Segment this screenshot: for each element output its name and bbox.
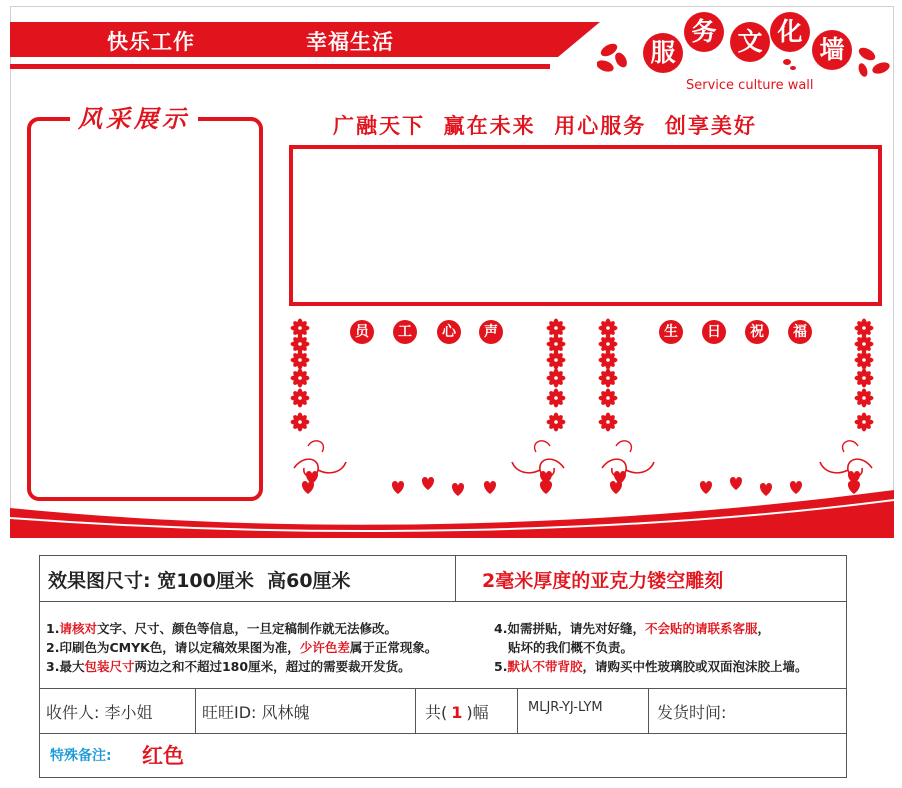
- ship-time: 发货时间:: [657, 703, 727, 722]
- note-1: 1.请核对文字、尺寸、颜色等信息，一旦定稿制作就无法修改。: [46, 621, 397, 636]
- slogan-happy-work: 快乐工作: [107, 30, 195, 54]
- voice-label-4: 声: [479, 320, 503, 344]
- birthday-label-1: 生: [659, 320, 683, 344]
- title-char-5: 墙: [812, 30, 852, 70]
- note-2: 2.印刷色为CMYK色，请以定稿效果图为准，少许色差属于正常现象。: [46, 640, 438, 655]
- birthday-label-2: 日: [702, 320, 726, 344]
- note-4: 4.如需拼贴，请先对好缝，不会贴的请联系客服，: [494, 621, 770, 636]
- voice-label-3: 心: [437, 320, 461, 344]
- birthday-label-4: 福: [788, 320, 812, 344]
- title-char-4: 化: [770, 12, 810, 52]
- note-4-cont: 贴坏的我们概不负责。: [508, 640, 634, 655]
- notes-right: [494, 619, 807, 676]
- remark-label: 特殊备注:: [50, 748, 112, 764]
- size-line: 效果图尺寸: 宽100厘米 高60厘米: [48, 570, 351, 592]
- top-banner: [10, 22, 600, 74]
- notes-left: [46, 619, 437, 676]
- title-char-1: 服: [643, 33, 683, 73]
- title-char-3: 文: [730, 22, 770, 62]
- birthday-label-3: 祝: [745, 320, 769, 344]
- left-panel-title: 风采展示: [70, 99, 198, 134]
- tagline: 广融天下 赢在未来 用心服务 创享美好: [333, 114, 757, 138]
- voice-label-1: 员: [350, 320, 374, 344]
- material-line: 2毫米厚度的亚克力镂空雕刻: [482, 570, 724, 592]
- title-english: Service culture wall: [686, 78, 814, 93]
- note-5: 5.默认不带背胶，请购买中性玻璃胶或双面泡沫胶上墙。: [494, 659, 808, 674]
- main-display-frame: [289, 145, 882, 306]
- count: 共( 1 )幅: [425, 703, 489, 722]
- wangwang-id: 旺旺ID: 风林魄: [202, 703, 310, 722]
- left-display-frame: [27, 117, 263, 501]
- note-3: 3.最大包装尺寸两边之和不超过180厘米，超过的需要裁开发货。: [46, 659, 411, 674]
- product-code: MLJR-YJ-LYM: [528, 700, 603, 715]
- remark-value: 红色: [142, 744, 184, 768]
- bottom-swoosh: [10, 488, 894, 538]
- title-char-2: 务: [684, 12, 724, 52]
- recipient: 收件人: 李小姐: [46, 703, 153, 722]
- voice-label-2: 工: [393, 320, 417, 344]
- slogan-happy-life: 幸福生活: [306, 30, 394, 54]
- floral-decoration-icon: [280, 318, 880, 508]
